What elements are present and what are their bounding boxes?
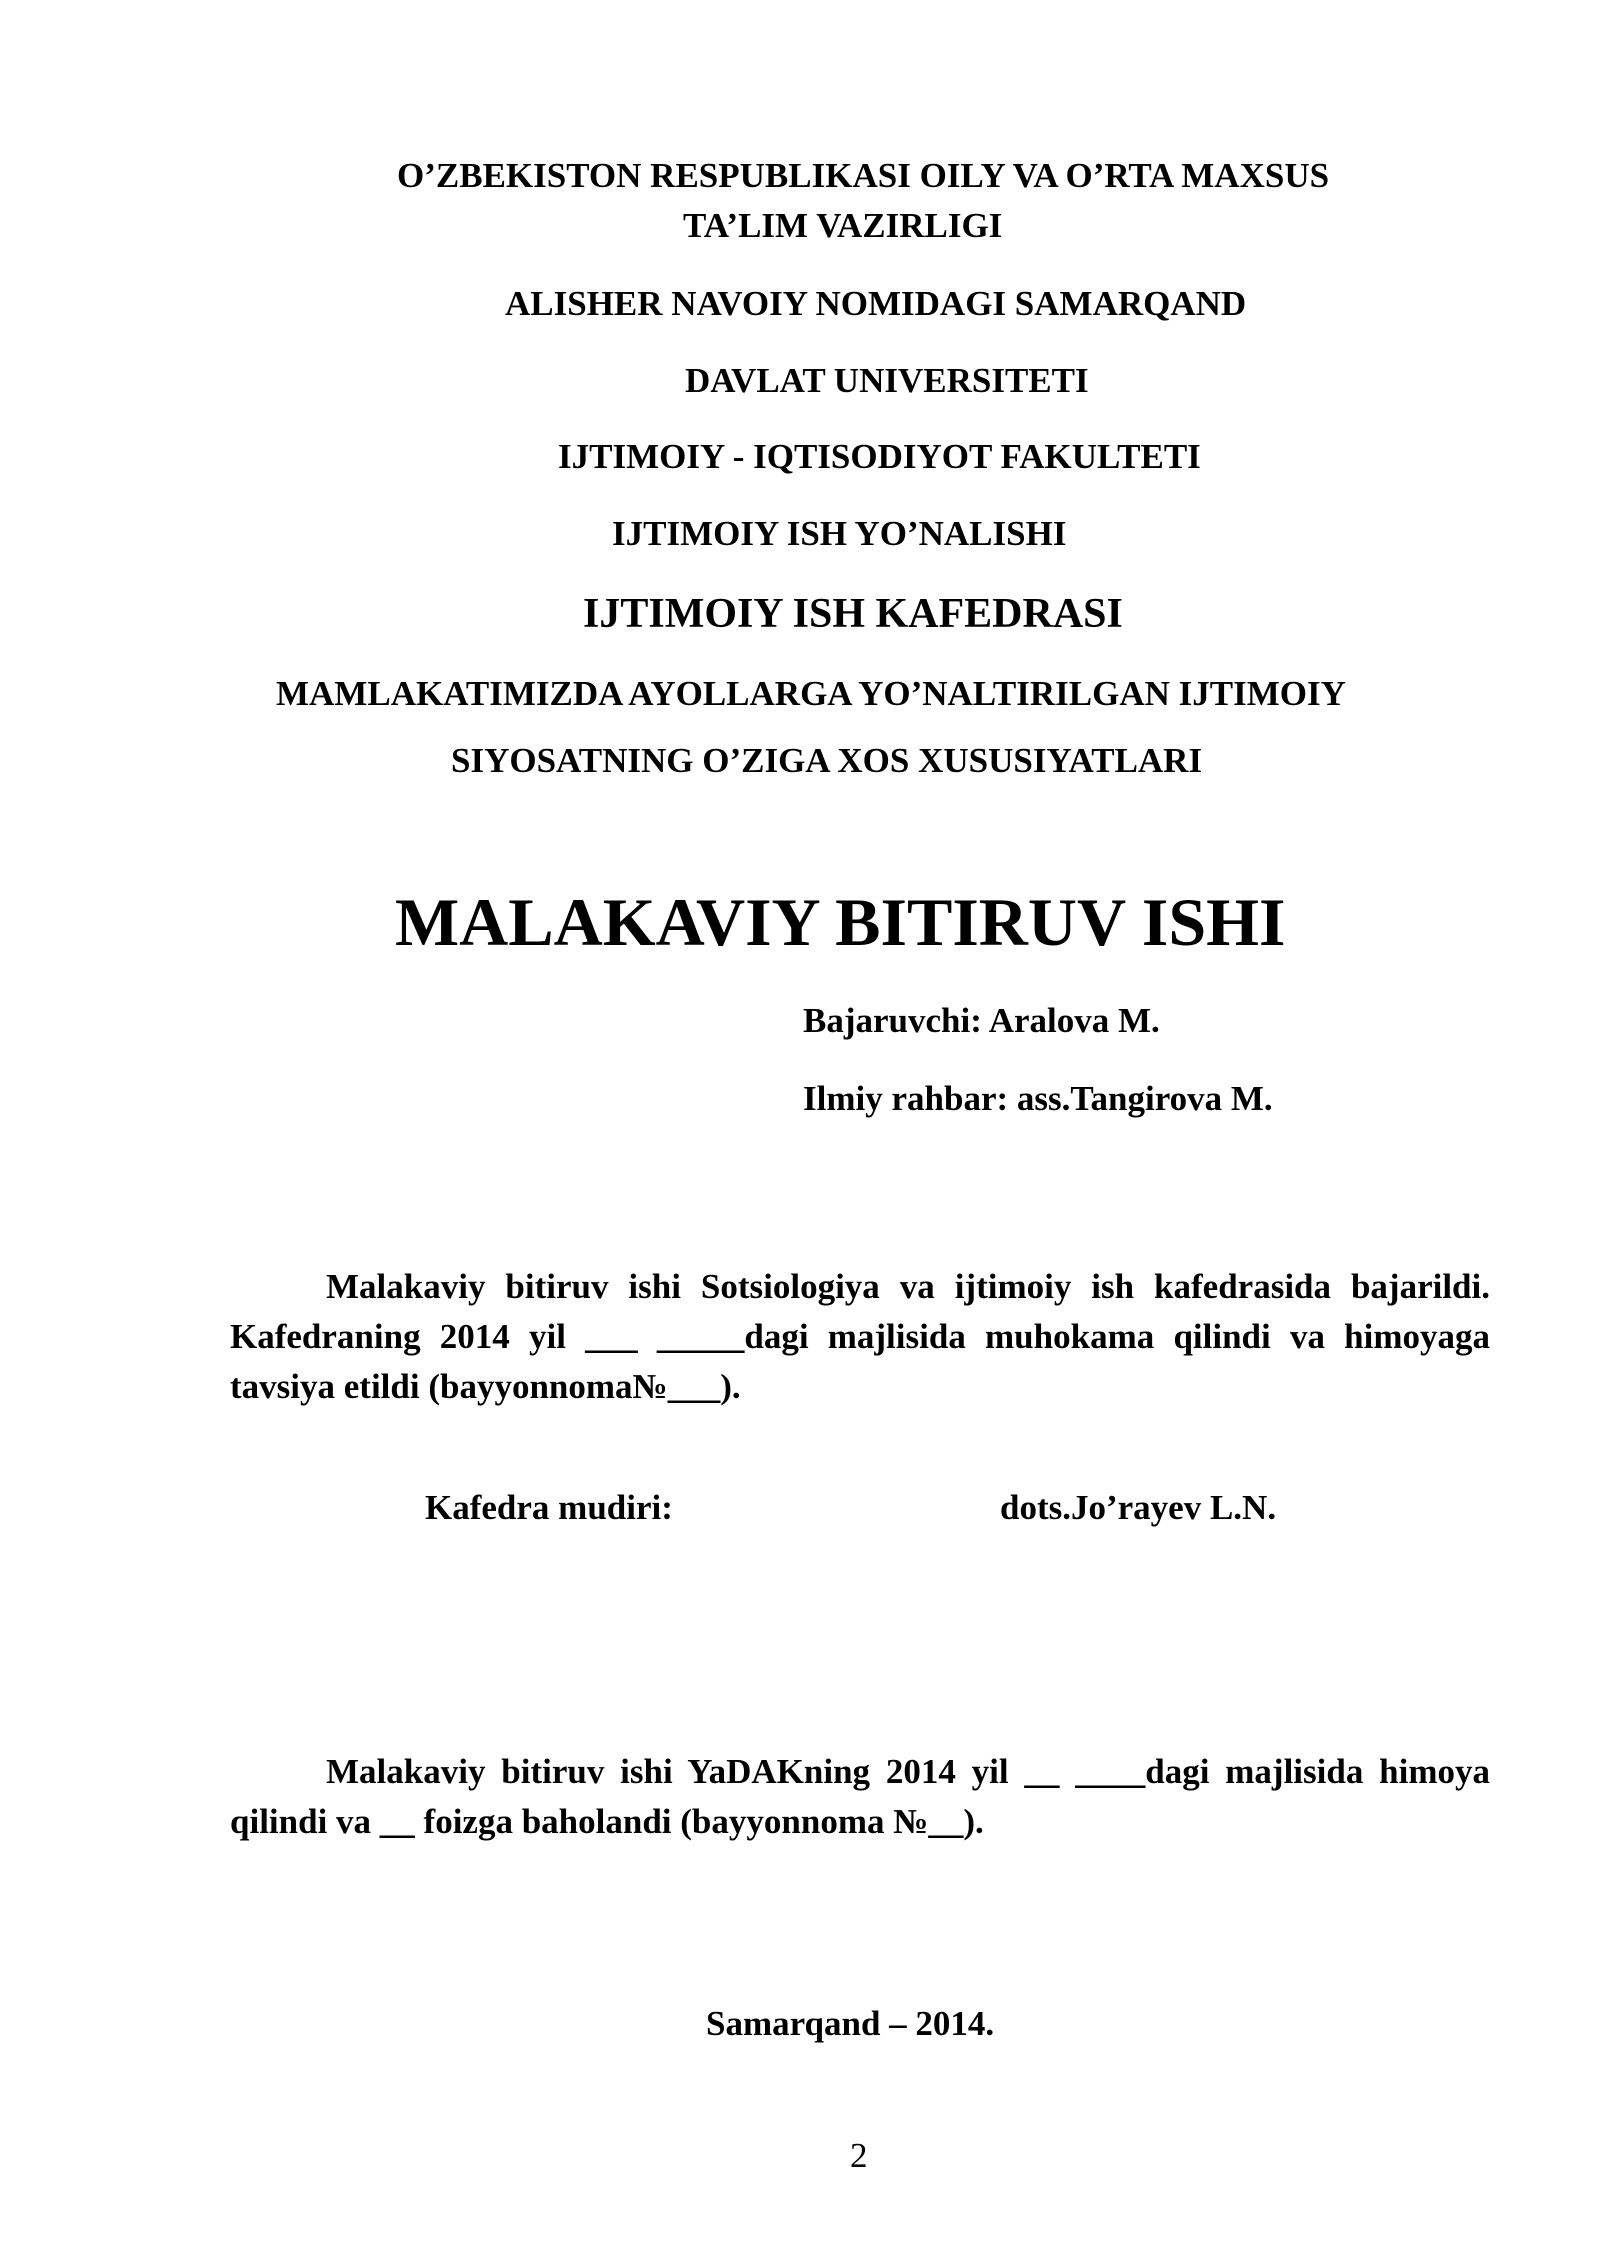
direction-name: IJTIMOIY ISH YO’NALISHI xyxy=(612,514,1067,553)
department-name: IJTIMOIY ISH KAFEDRASI xyxy=(583,591,1123,637)
approval-paragraph: Malakaviy bitiruv ishi Sotsiologiya va ijtimoiy ish kafedrasida bajarildi. Kafedraning 2014 yil ___ _____dagi majlisida muhokama qilindi va himoyaga tavsiya etildi (bayyonnoma№___). xyxy=(230,1267,1490,1406)
page-number: 2 xyxy=(850,2136,868,2175)
defense-paragraph: Malakaviy bitiruv ishi YaDAKning 2014 yil __ ____dagi majlisida himoya qilindi va __ foizga baholandi (bayyonnoma №__). xyxy=(230,1752,1490,1841)
head-of-department-label: Kafedra mudiri: xyxy=(425,1488,673,1527)
ministry-line-1: O’ZBEKISTON RESPUBLIKASI OILY VA O’RTA MAXSUS xyxy=(397,156,1330,195)
city-year: Samarqand – 2014. xyxy=(706,2004,995,2043)
supervisor-line: Ilmiy rahbar: ass.Tangirova M. xyxy=(803,1079,1273,1118)
performer-line: Bajaruvchi: Aralova M. xyxy=(803,1001,1160,1040)
faculty-name: IJTIMOIY - IQTISODIYOT FAKULTETI xyxy=(558,437,1201,476)
work-title: MALAKAVIY BITIRUV ISHI xyxy=(395,884,1286,960)
topic-line-2: SIYOSATNING O’ZIGA XOS XUSUSIYATLARI xyxy=(451,741,1203,780)
ministry-line-2: TA’LIM VAZIRLIGI xyxy=(683,206,1003,245)
topic-line-1: MAMLAKATIMIZDA AYOLLARGA YO’NALTIRILGAN IJTIMOIY xyxy=(276,674,1346,713)
university-line-2: DAVLAT UNIVERSITETI xyxy=(685,361,1089,400)
university-line-1: ALISHER NAVOIY NOMIDAGI SAMARQAND xyxy=(505,284,1247,323)
head-of-department-name: dots.Jo’rayev L.N. xyxy=(1000,1488,1277,1527)
